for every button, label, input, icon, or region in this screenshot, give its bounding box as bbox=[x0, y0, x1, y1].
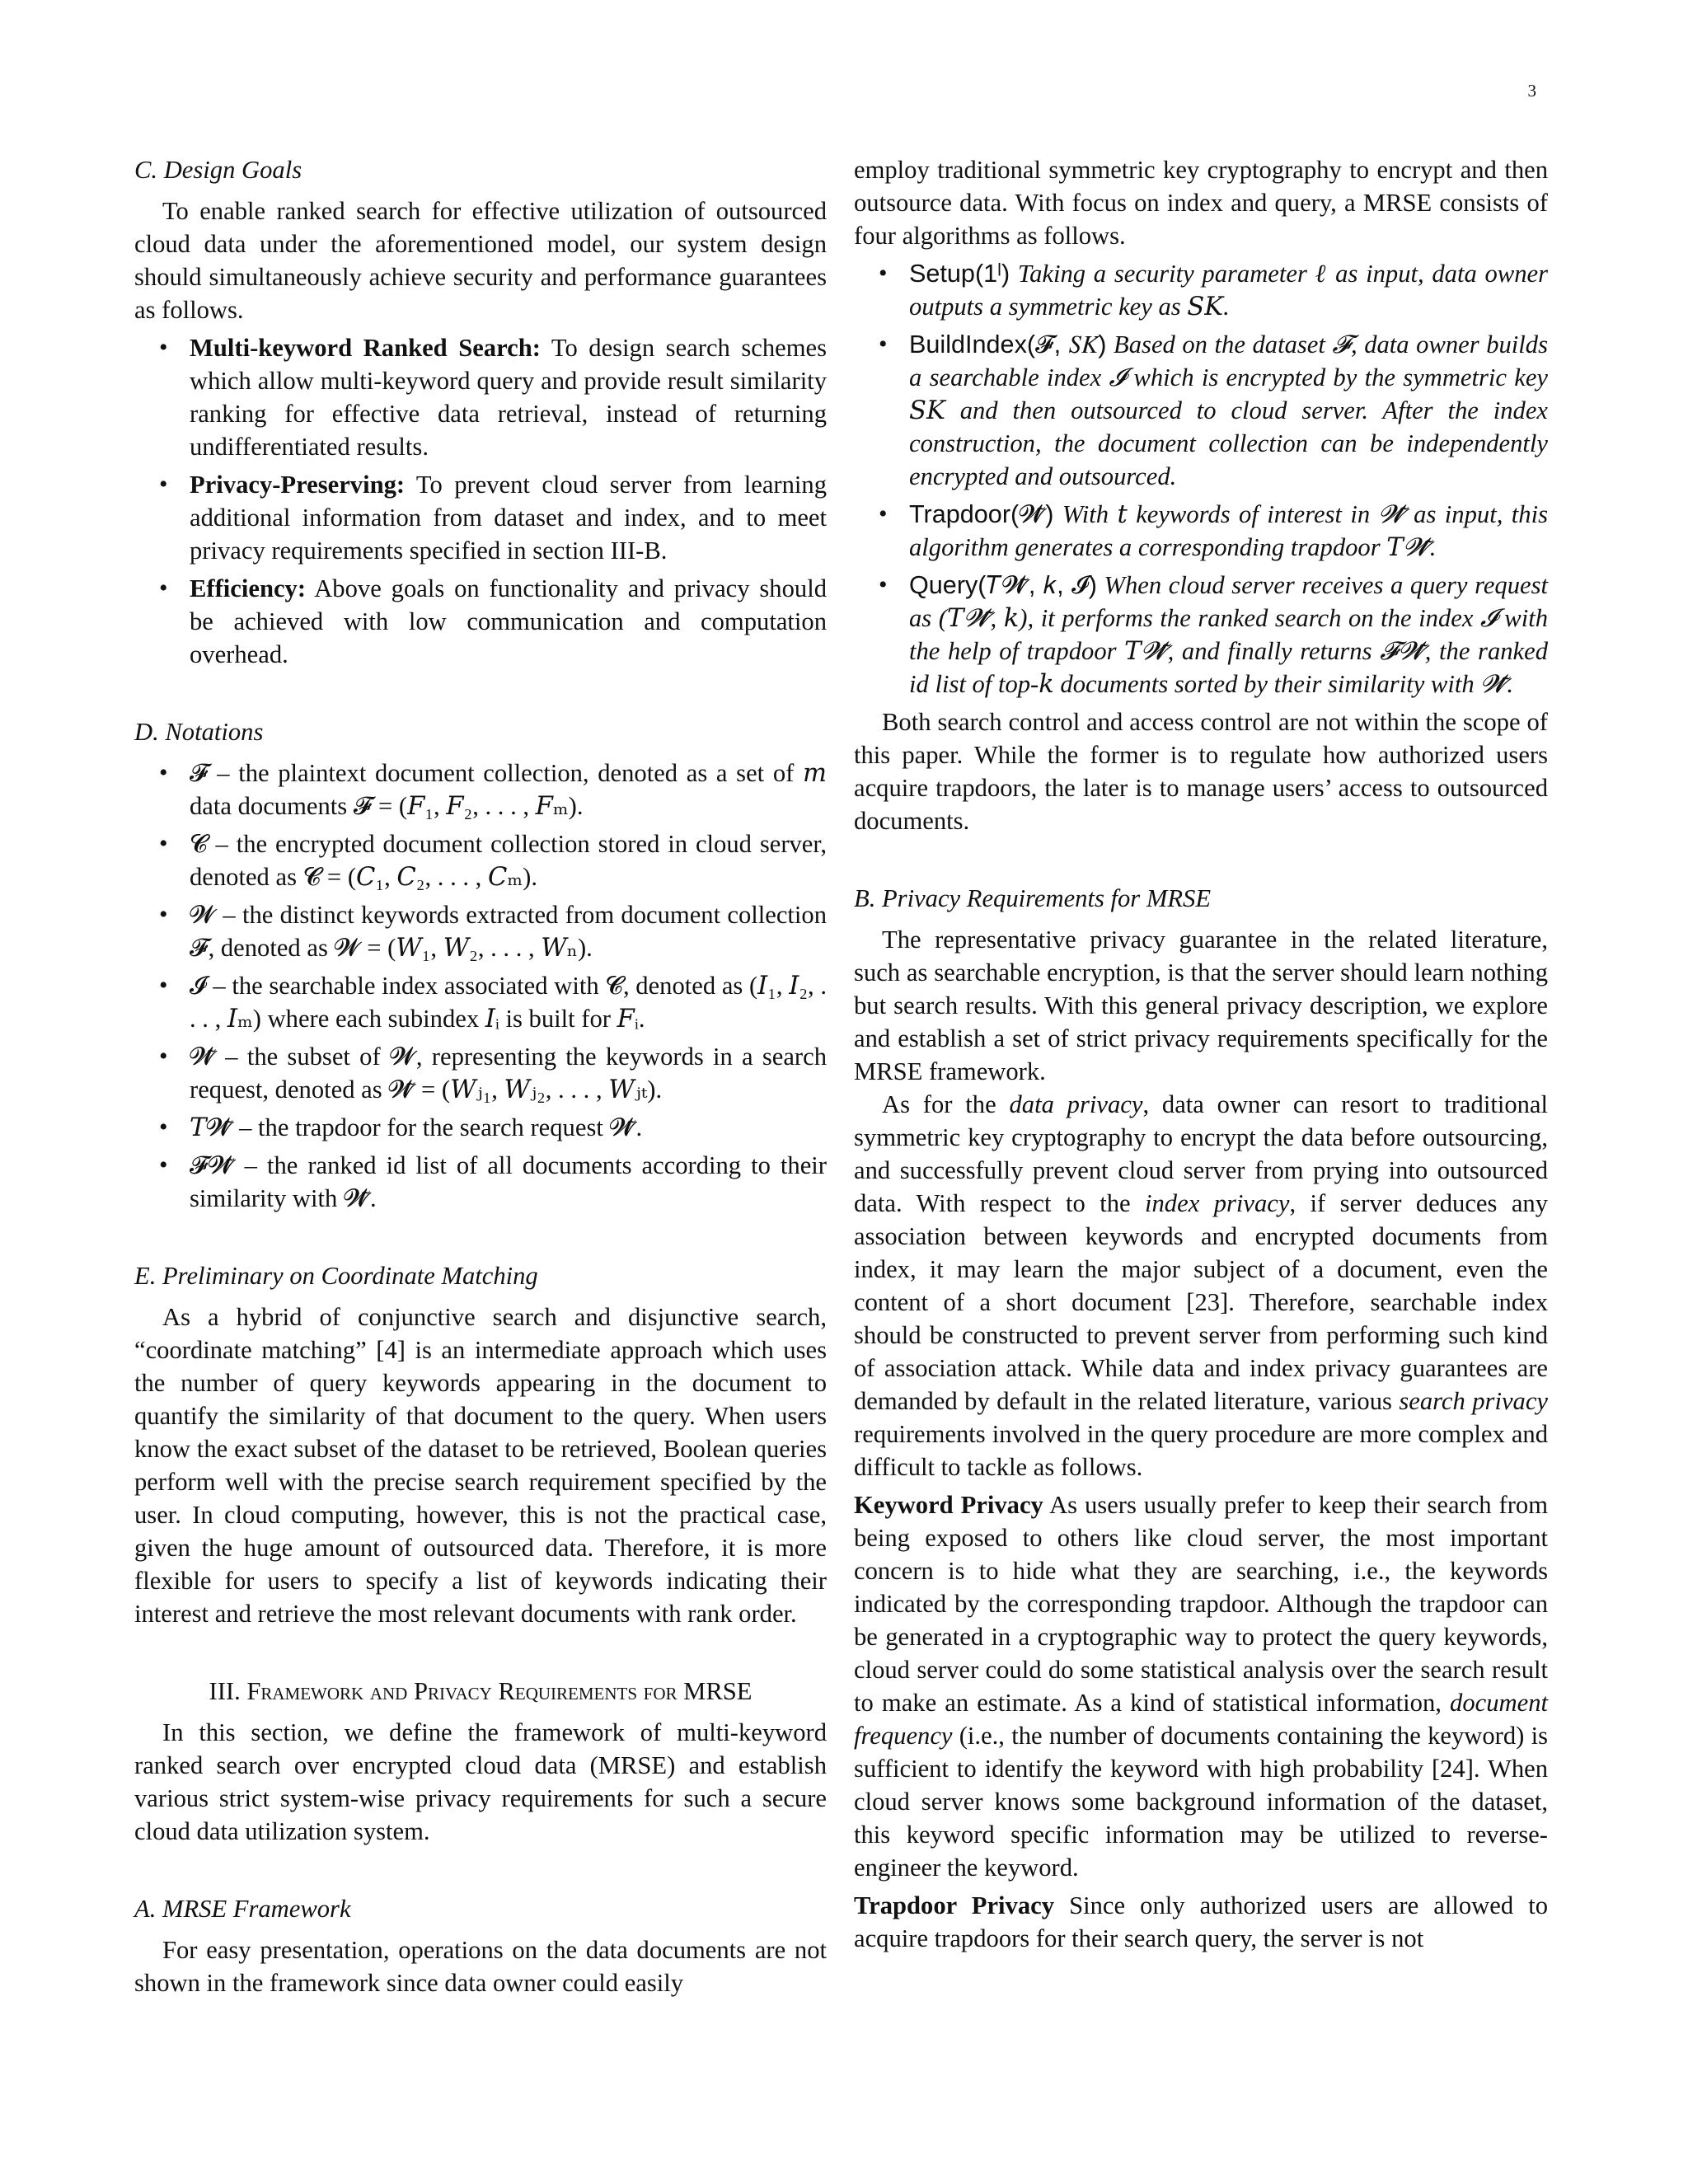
section-heading-notations: D. Notations bbox=[134, 718, 264, 746]
algorithms-list bbox=[854, 257, 1548, 701]
algorithm-desc: When cloud server receives a query request as (𝑇𝓦̃, 𝑘), it performs the ranked search on the index 𝓘 with the help of trapdoor 𝑇𝓦̃, and finally returns 𝓕𝓦̃, the ranked id list of top-𝑘 documents sorted by their similarity with 𝓦̃. bbox=[909, 571, 1548, 698]
framework-paragraph-start: For easy presentation, operations on the data documents are not shown in the framework since data owner could easily bbox=[134, 1936, 827, 1997]
text-run: requirements involved in the query procedure are more complex and difficult to tackle as follows. bbox=[854, 1420, 1548, 1481]
list-item-text: To design search schemes which allow multi-keyword query and provide result similarity ranking for effective data retrieval, instead of returning undifferentiated results. bbox=[190, 334, 827, 461]
coordinate-matching-paragraph: As a hybrid of conjunctive search and disjunctive search, “coordinate matching” [4] is an intermediate approach which uses the number of query keywords appearing in the document to quantify the similarity of that document to the query. When users know the exact subset of the dataset to be retrieved, Boolean queries perform well with the precise search requirement specified by the user. In cloud computing, however, this is not the practical case, given the huge amount of outsourced data. Therefore, it is more flexible for users to specify a list of keywords indicating their interest and retrieve the most relevant documents with rank order. bbox=[134, 1303, 827, 1628]
section-heading-framework-privacy: III. Framework and Privacy Requirements for MRSE bbox=[209, 1677, 753, 1705]
list-item: • 𝓕 – the plaintext document collection, denoted as a set of 𝑚 data documents 𝓕 = (𝐹₁, 𝐹₂, . . . , 𝐹ₘ). bbox=[134, 757, 827, 823]
algorithm-name: Trapdoor(𝓦̃) bbox=[909, 500, 1054, 528]
text-run: , data owner can resort to traditional symmetric key cryptography to encrypt the data before outsourcing, and successfully prevent cloud server from prying into outsourced data. With respect to the bbox=[854, 1090, 1549, 1217]
right-column bbox=[854, 153, 1548, 1955]
section-heading-mrse-framework: A. MRSE Framework bbox=[134, 1895, 351, 1923]
text-run: Since only authorized users are allowed to acquire trapdoors for their search query, the server is not bbox=[854, 1891, 1549, 1952]
section3-intro: In this section, we define the framework of multi-keyword ranked search over encrypted cloud data (MRSE) and establish various strict system-wise privacy requirements for such a secure cloud data utilization system. bbox=[134, 1718, 827, 1845]
list-item: • 𝑇𝓦̃ – the trapdoor for the search request 𝓦̃. bbox=[134, 1111, 827, 1144]
list-item bbox=[134, 331, 827, 463]
keyword-privacy-paragraph bbox=[854, 1488, 1548, 1884]
algorithm-name: Query(𝑇𝓦̃, 𝑘, 𝓘) bbox=[909, 571, 1097, 599]
section-heading-privacy-requirements: B. Privacy Requirements for MRSE bbox=[854, 884, 1212, 912]
privacy-paragraph-1: The representative privacy guarantee in the related literature, such as searchable encryption, is that the server should learn nothing but search results. With this general privacy description, we explore and establish a set of strict privacy requirements specifically for the MRSE framework. bbox=[854, 926, 1548, 1085]
page-number: 3 bbox=[1527, 81, 1536, 101]
section-heading-coordinate-matching: E. Preliminary on Coordinate Matching bbox=[134, 1262, 538, 1290]
text-run: (i.e., the number of documents containing the keyword) is sufficient to identify the keyword with high probability [24]. When cloud server knows some background information of the dataset, this keyword specific information may be utilized to reverse-engineer the keyword. bbox=[854, 1722, 1548, 1882]
emphasis-data-privacy: data privacy bbox=[1009, 1090, 1143, 1118]
algorithm-desc: Based on the dataset 𝓕, data owner builds a searchable index 𝓘 which is encrypted by the symmetric key 𝑆𝐾 and then outsourced to cloud server. After the index construction, the document collection can be independently encrypted and outsourced. bbox=[909, 330, 1549, 490]
list-item bbox=[854, 328, 1548, 493]
algorithm-desc: Taking a security parameter ℓ as input, data owner outputs a symmetric key as 𝑆𝐾. bbox=[909, 260, 1548, 321]
list-item: • 𝓦 – the distinct keywords extracted from document collection 𝓕, denoted as 𝓦 = (𝑊₁, 𝑊₂, . . . , 𝑊ₙ). bbox=[134, 898, 827, 964]
list-item-term: Efficiency: bbox=[190, 574, 307, 602]
list-item: • 𝓘 – the searchable index associated with 𝓒, denoted as (𝐼₁, 𝐼₂, . . . , 𝐼ₘ) where each subindex 𝐼ᵢ is built for 𝐹ᵢ. bbox=[134, 969, 827, 1035]
list-item-term: Multi-keyword Ranked Search: bbox=[190, 334, 541, 362]
notations-list bbox=[134, 757, 827, 1215]
text-run: , if server deduces any association between keywords and encrypted documents from index, it may learn the major subject of a document, even the content of a short document [23]. Therefore, searchable index should be constructed to prevent server from performing such kind of association attack. While data and index privacy guarantees are demanded by default in the related literature, various bbox=[854, 1189, 1549, 1415]
control-paragraph: Both search control and access control are not within the scope of this paper. While the former is to regulate how authorized users acquire trapdoors, the later is to manage users’ access to outsourced documents. bbox=[854, 708, 1548, 835]
list-item bbox=[854, 569, 1548, 701]
list-item bbox=[134, 572, 827, 671]
list-item-term: Privacy-Preserving: bbox=[190, 471, 406, 499]
design-goals-intro: To enable ranked search for effective utilization of outsourced cloud data under the aforementioned model, our system design should simultaneously achieve security and performance guarantees as follows. bbox=[134, 197, 827, 324]
list-item bbox=[854, 257, 1548, 323]
left-column bbox=[134, 153, 827, 1999]
list-item bbox=[134, 468, 827, 567]
privacy-paragraph-2 bbox=[854, 1088, 1548, 1483]
framework-paragraph-cont: employ traditional symmetric key cryptography to encrypt and then outsource data. With focus on index and query, a MRSE consists of four algorithms as follows. bbox=[854, 156, 1548, 250]
list-item-text: To prevent cloud server from learning additional information from dataset and index, and to meet privacy requirements specified in section III-B. bbox=[190, 471, 827, 565]
section-heading-design-goals: C. Design Goals bbox=[134, 156, 302, 184]
list-item: • 𝓕𝓦̃ – the ranked id list of all documents according to their similarity with 𝓦̃. bbox=[134, 1149, 827, 1215]
keyword-privacy-title: Keyword Privacy bbox=[854, 1491, 1043, 1519]
trapdoor-privacy-paragraph bbox=[854, 1889, 1548, 1955]
emphasis-index-privacy: index privacy bbox=[1145, 1189, 1290, 1217]
emphasis-search-privacy: search privacy bbox=[1399, 1387, 1548, 1415]
algorithm-name: Setup(1ˡ) bbox=[909, 260, 1010, 288]
emphasis-document-frequency: document frequency bbox=[854, 1689, 1548, 1750]
list-item bbox=[854, 498, 1548, 564]
list-item: • 𝓦̃ – the subset of 𝓦, representing the keywords in a search request, denoted as 𝓦̃ = (𝑊ⱼ₁, 𝑊ⱼ₂, . . . , 𝑊ⱼₜ). bbox=[134, 1040, 827, 1106]
trapdoor-privacy-title: Trapdoor Privacy bbox=[854, 1891, 1054, 1919]
algorithm-desc: With 𝑡 keywords of interest in 𝓦̃ as input, this algorithm generates a corresponding trapdoor 𝑇𝓦̃. bbox=[909, 500, 1548, 561]
design-goals-list bbox=[134, 331, 827, 671]
list-item: • 𝓒 – the encrypted document collection stored in cloud server, denoted as 𝓒 = (𝐶₁, 𝐶₂, . . . , 𝐶ₘ). bbox=[134, 827, 827, 893]
algorithm-name: BuildIndex(𝓕, 𝑆𝐾) bbox=[909, 330, 1107, 359]
list-item-text: Above goals on functionality and privacy should be achieved with low communication and computation overhead. bbox=[190, 574, 827, 668]
text-run: As users usually prefer to keep their search from being exposed to others like cloud server, the most important concern is to hide what they are searching, i.e., the keywords indicated by the corresponding trapdoor. Although the trapdoor can be generated in a cryptographic way to protect the query keywords, cloud server could do some statistical analysis over the search result to make an estimate. As a kind of statistical information, bbox=[854, 1491, 1548, 1717]
text-run: As for the bbox=[882, 1090, 1010, 1118]
